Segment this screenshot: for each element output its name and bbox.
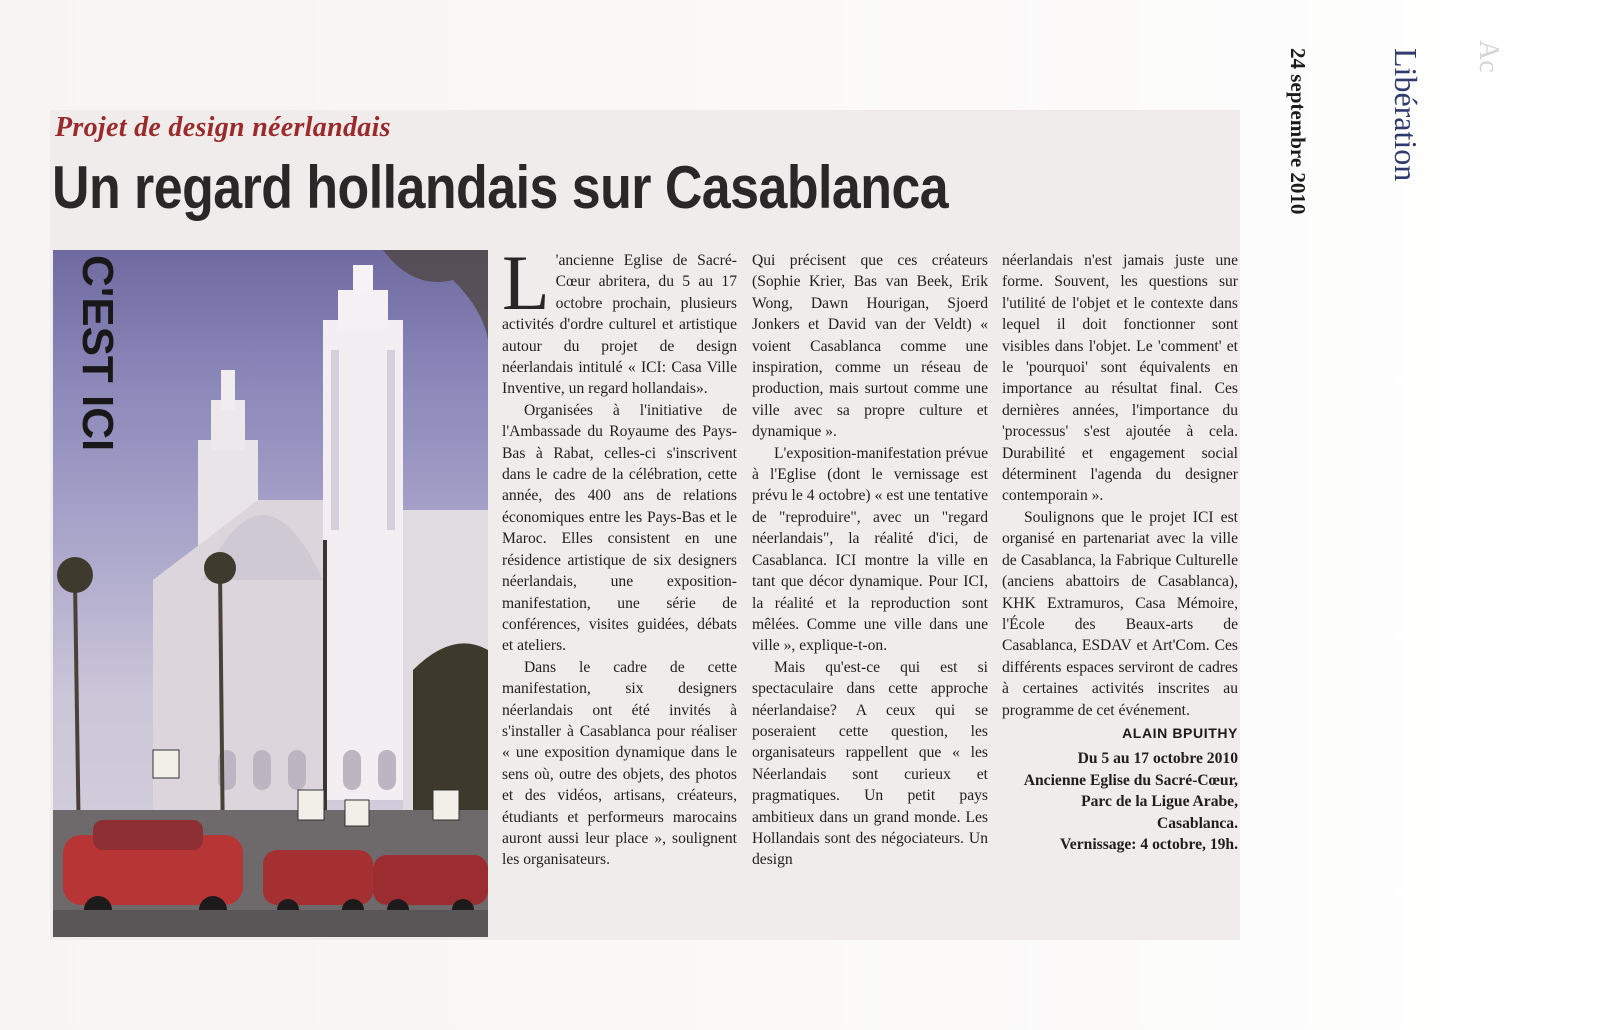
article-column-3 [1002, 250, 1238, 855]
paragraph: néerlandais n'est jamais juste une forme. Souvent, les questions sur l'utilité de l'objet et le contexte dans lequel il doit fonctionner sont visibles dans l'objet. Le 'comment' et le 'pourquoi' sont équivalents en importance au résultat final. Ces dernières années, l'importance du 'processus' s'est ajoutée à cela. Durabilité et engagement social déterminent l'agenda du designer contemporain ». [1002, 252, 1238, 505]
publication-masthead: Libération [1388, 48, 1424, 182]
paragraph: Qui précisent que ces créateurs (Sophie Krier, Bas van Beek, Erik Wong, Dawn Hourigan, Sjoerd Jonkers et David van der Veldt) « voient Casablanca comme une inspiration, comme un réseau de production, mais surtout comme une ville avec sa propre culture et dynamique ». [752, 252, 988, 441]
paragraph: L 'ancienne Eglise de Sacré-Cœur abritera, du 5 au 17 octobre prochain, plusieurs activités d'ordre culturel et artistique autour du projet de design néerlandais intitulé « ICI: Casa Ville Inventive, un regard hollandais». [502, 239, 737, 398]
photo-caption: C'EST ICI [73, 255, 122, 452]
paragraph: Soulignons que le projet ICI est organisé en partenariat avec la ville de Casablanca, la Fabrique Culturelle (anciens abattoirs de Casablanca), KHK Extramuros, Casa Mémoire, l'École des Beaux-arts de Casablanca, ESDAV et Art'Com. Ces différents espaces serviront de cadres à certaines activités inscrites au programme de cet événement. [1002, 508, 1238, 719]
event-venue: Ancienne Eglise du Sacré-Cœur, [1023, 771, 1238, 789]
event-opening: Vernissage: 4 octobre, 19h. [1059, 835, 1238, 853]
article-column-1 [502, 239, 737, 871]
drop-cap: L [502, 239, 550, 326]
paragraph: Mais qu'est-ce qui est si spectaculaire dans cette approche néerlandaise? A ceux qui se poseraient cette question, les organisateurs rappellent que « les Néerlandais sont curieux et pragmatiques. Un petit pays ambitieux dans un grand monde. Les Hollandais sont des négociateurs. Un design [752, 658, 988, 869]
event-place: Parc de la Ligue Arabe, Casablanca. [1081, 793, 1238, 832]
edge-fragment: Ac [1473, 40, 1504, 73]
article-column-2 [752, 250, 988, 871]
publication-date: 24 septembre 2010 [1286, 48, 1310, 215]
paragraph: L'exposition-manifestation prévue à l'Eglise (dont le vernissage est prévu le 4 octobre) « est une tentative de "reproduire", avec un "regard néerlandais", la réalité d'ici, de Casablanca. ICI montre la ville en tant que décor dynamique. Pour ICI, la réalité et la reproduction sont mêlées. Comme une ville dans une ville », explique-t-on. [752, 444, 988, 655]
byline: ALAIN BPUITHY [1122, 724, 1238, 741]
article-kicker: Projet de design néerlandais [55, 112, 391, 143]
event-dates: Du 5 au 17 octobre 2010 [1077, 750, 1238, 768]
article-headline: Un regard hollandais sur Casablanca [52, 154, 949, 221]
paragraph: Dans le cadre de cette manifestation, six designers néerlandais ont été invités à s'installer à Casablanca pour réaliser « une exposition dynamique dans le sens où, outre des objets, des photos et des vidéos, artisans, créateurs, étudiants et performeurs marocains auront aussi leur place », soulignent les organisateurs. [502, 658, 737, 869]
paragraph: Organisées à l'initiative de l'Ambassade du Royaume des Pays-Bas à Rabat, celles-ci s'inscrivent dans le cadre de la célébration, cette année, des 400 ans de relations économiques entre les Pays-Bas et le Maroc. Elles consistent en une résidence artistique de six designers néerlandais, une exposition-manifestation, une série de conférences, visites guidées, débats et ateliers. [502, 401, 737, 655]
event-info [1002, 748, 1238, 855]
